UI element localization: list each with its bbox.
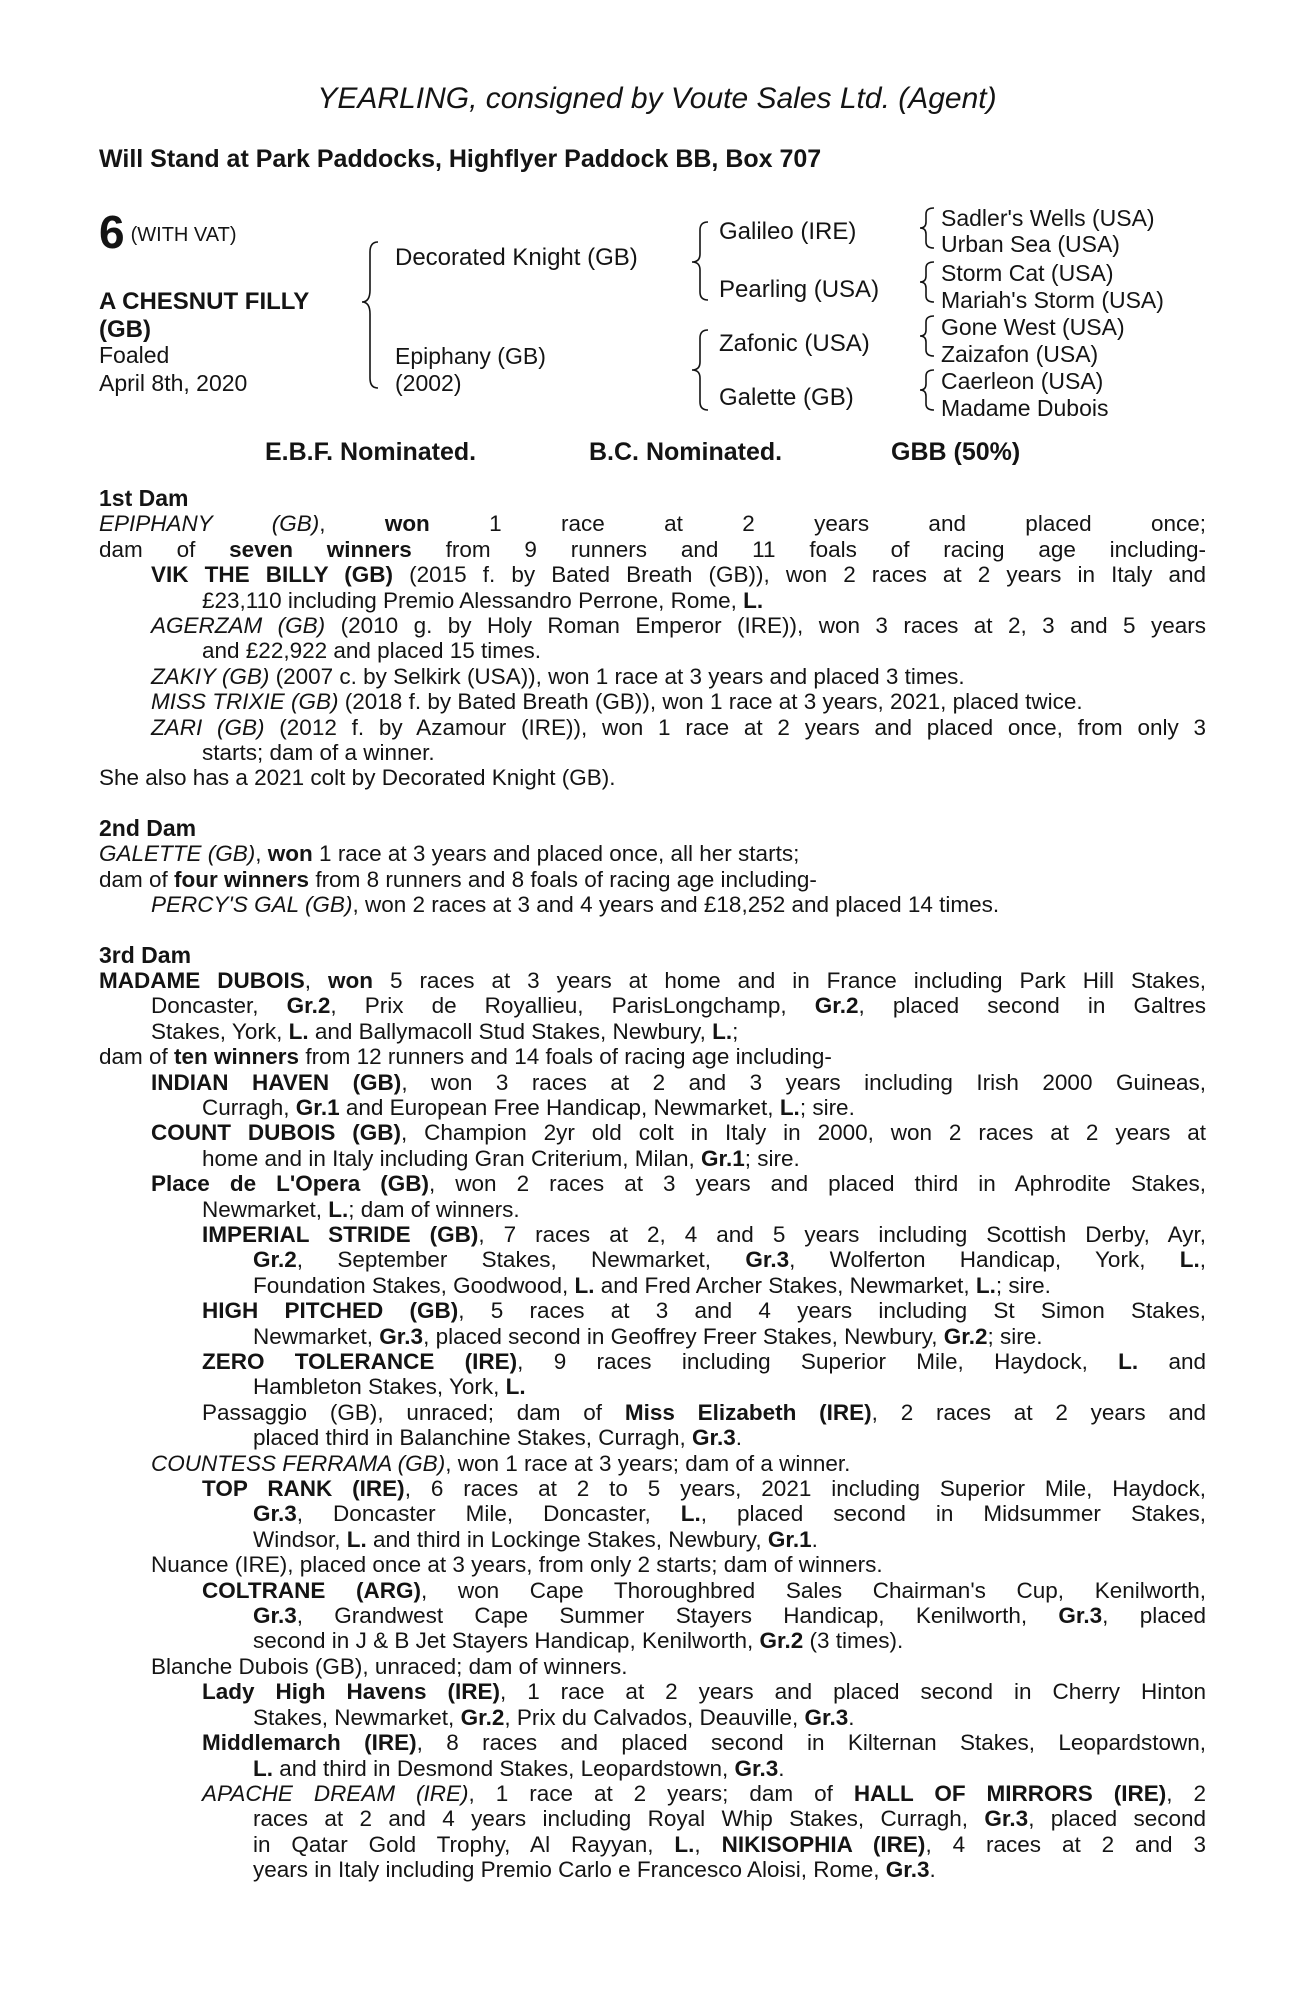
produce-line	[99, 1247, 1206, 1272]
second-dam-heading: 2nd Dam	[99, 814, 197, 841]
text-run: .	[929, 1857, 936, 1883]
text-run: , placed second in Geoffrey Freer Stakes, Newbury,	[423, 1323, 944, 1349]
produce-summary	[99, 537, 1206, 562]
bold-text: ZERO TOLERANCE (IRE)	[202, 1349, 518, 1374]
bold-text: Gr.3	[984, 1806, 1029, 1832]
italic-text: MISS TRIXIE (GB)	[151, 689, 339, 715]
pedigree-dam-sire: Zafonic (USA)	[719, 330, 870, 357]
produce-line	[99, 1781, 1206, 1806]
italic-text: AGERZAM (GB)	[151, 613, 326, 639]
text-run: ,	[694, 1831, 722, 1857]
bold-text: L.	[779, 1094, 800, 1120]
text-run: .	[735, 1425, 743, 1451]
text-run: (2012 f. by Azamour (IRE)), won 1 race at 2 years and placed once, from only 3	[264, 714, 1207, 740]
pedigree-dam	[395, 343, 546, 397]
foaled-value: April 8th, 2020	[99, 370, 248, 396]
produce-summary	[99, 1044, 1206, 1069]
text-run: ; sire.	[799, 1094, 855, 1120]
text-run: 1 race at 2 years and placed once;	[429, 511, 1206, 537]
text-run: and European Free Handicap, Newmarket,	[339, 1094, 780, 1120]
produce-line	[99, 1603, 1206, 1628]
catalogue-body	[99, 486, 1206, 1883]
text-run: ,	[319, 511, 385, 537]
bold-text: Gr.2	[759, 1628, 804, 1654]
text-run: (2018 f. by Bated Breath (GB)), won 1 race at 3 years, 2021, placed twice.	[338, 689, 1083, 715]
text-run: dam of	[99, 536, 230, 562]
text-run: races at 2 and 4 years including Royal Whip Stakes, Curragh,	[253, 1806, 985, 1832]
bold-text: HIGH PITCHED (GB)	[202, 1298, 459, 1324]
pedigree-gg-6: Zaizafon (USA)	[941, 341, 1099, 367]
text-run: (2010 g. by Holy Roman Emperor (IRE)), won 3 races at 2, 3 and 5 years	[325, 613, 1206, 639]
produce-line	[99, 892, 1206, 917]
text-run: , 4 races at 2 and 3	[925, 1831, 1206, 1857]
produce-line	[99, 1374, 1206, 1399]
bold-text: L.	[288, 1018, 309, 1044]
text-run: , 8 races and placed second in Kilternan Stakes, Leopardstown,	[416, 1730, 1206, 1756]
dam-line	[99, 511, 1206, 536]
italic-text: ZAKIY (GB)	[151, 663, 270, 689]
text-run: , 2	[1166, 1780, 1206, 1806]
bold-text: L.	[1118, 1349, 1139, 1374]
bold-text: Gr.2	[943, 1323, 988, 1349]
text-run: and third in Lockinge Stakes, Newbury,	[366, 1526, 768, 1552]
produce-line	[99, 1705, 1206, 1730]
bold-text: L.	[743, 587, 764, 613]
produce-line	[99, 1070, 1206, 1095]
bold-text: Middlemarch (IRE)	[202, 1730, 417, 1756]
bold-text: Gr.3	[692, 1425, 736, 1451]
dam-name: Epiphany (GB)	[395, 343, 546, 369]
produce-line	[99, 715, 1206, 740]
pedigree-gg-2: Urban Sea (USA)	[941, 231, 1120, 257]
produce-line	[99, 1451, 1206, 1476]
gbb-nomination: GBB (50%)	[891, 438, 1021, 466]
text-run: ; dam of winners.	[348, 1196, 520, 1222]
bold-text: VIK THE BILLY (GB)	[151, 562, 394, 588]
pedigree-gg-8: Madame Dubois	[941, 395, 1109, 421]
bold-text: Miss Elizabeth (IRE)	[624, 1399, 872, 1425]
stand-location: Will Stand at Park Paddocks, Highflyer Paddock BB, Box 707	[99, 145, 822, 173]
ebf-nomination: E.B.F. Nominated.	[265, 438, 477, 466]
text-run: and Ballymacoll Stud Stakes, Newbury,	[308, 1018, 713, 1044]
bold-text: Gr.3	[734, 1755, 779, 1781]
produce-line	[99, 1476, 1206, 1501]
text-run: from 8 runners and 8 foals of racing age including-	[309, 866, 817, 892]
bold-text: L.	[680, 1501, 701, 1527]
text-run: Newmarket,	[253, 1323, 380, 1349]
dam-line	[99, 968, 1206, 993]
text-run: Curragh,	[202, 1094, 296, 1120]
bold-text: COLTRANE (ARG)	[202, 1577, 421, 1603]
brace-gg4	[920, 370, 934, 410]
text-run: , 9 races including Superior Mile, Haydock,	[517, 1349, 1119, 1374]
bold-text: TOP RANK (IRE)	[202, 1476, 405, 1502]
bold-text: Gr.3	[379, 1323, 424, 1349]
pedigree-gg-5: Gone West (USA)	[941, 314, 1125, 340]
bold-text: L.	[328, 1196, 349, 1222]
text-run: placed third in Balanchine Stakes, Curragh,	[253, 1425, 693, 1451]
text-run: second in J & B Jet Stayers Handicap, Kenilworth,	[253, 1628, 760, 1654]
text-run: , won 2 races at 3 and 4 years and £18,252 and placed 14 times.	[352, 892, 1000, 918]
brace-dam	[692, 330, 708, 410]
produce-line	[99, 1298, 1206, 1323]
dam-line	[99, 1019, 1206, 1044]
text-run: , Doncaster Mile, Doncaster,	[296, 1501, 681, 1527]
produce-line	[99, 1425, 1206, 1450]
text-run: .	[778, 1755, 785, 1781]
bold-text: L.	[712, 1018, 733, 1044]
produce-line	[99, 1197, 1206, 1222]
text-run: dam of	[99, 1044, 175, 1070]
text-run: .	[848, 1704, 855, 1730]
text-run: , won Cape Thoroughbred Sales Chairman's Cup, Kenilworth,	[420, 1577, 1206, 1603]
horse-origin: (GB)	[99, 316, 151, 343]
text-run: and Fred Archer Stakes, Newmarket,	[594, 1272, 976, 1298]
bold-text: four winners	[174, 866, 310, 892]
bold-text: Lady High Havens (IRE)	[202, 1679, 500, 1705]
text-run: and	[1138, 1349, 1206, 1374]
text-run: , Prix du Calvados, Deauville,	[504, 1704, 805, 1730]
foaled-label: Foaled	[99, 342, 170, 368]
produce-line	[99, 1146, 1206, 1171]
pedigree-gg-1: Sadler's Wells (USA)	[941, 205, 1155, 231]
dam-line	[99, 841, 1206, 866]
text-run: 1 race at 3 years and placed once, all her starts;	[312, 841, 800, 867]
produce-summary	[99, 867, 1206, 892]
text-run: ,	[1199, 1247, 1206, 1273]
italic-text: COUNTESS FERRAMA (GB)	[151, 1450, 446, 1476]
produce-line	[99, 1832, 1206, 1857]
italic-text: ZARI (GB)	[151, 714, 265, 740]
text-run: , 1 race at 2 years; dam of	[468, 1780, 854, 1806]
produce-line	[99, 1730, 1206, 1755]
bold-text: L.	[574, 1272, 595, 1298]
produce-line: Blanche Dubois (GB), unraced; dam of winners.	[151, 1653, 628, 1679]
bold-text: L.	[975, 1272, 996, 1298]
text-run: home and in Italy including Gran Criterium, Milan,	[202, 1145, 701, 1171]
bold-text: Gr.3	[253, 1603, 297, 1629]
horse-sex: A CHESNUT FILLY	[99, 288, 310, 315]
bold-text: L.	[346, 1526, 367, 1552]
text-run: ; sire.	[995, 1272, 1051, 1298]
produce-line: starts; dam of a winner.	[202, 740, 435, 766]
bold-text: won	[267, 841, 313, 867]
bold-text: MADAME DUBOIS	[99, 967, 305, 993]
bold-text: L.	[253, 1755, 273, 1781]
bold-text: Gr.3	[885, 1857, 930, 1883]
lot-number: 6	[99, 206, 125, 258]
produce-line	[99, 1578, 1206, 1603]
text-run: 5 races at 3 years at home and in France including Park Hill Stakes,	[372, 967, 1206, 993]
bold-text: INDIAN HAVEN (GB)	[151, 1069, 402, 1095]
text-run: in Qatar Gold Trophy, Al Rayyan,	[253, 1831, 675, 1857]
produce-line	[99, 613, 1206, 638]
produce-line	[99, 1222, 1206, 1247]
text-run: (2007 c. by Selkirk (USA)), won 1 race at 3 years and placed 3 times.	[269, 663, 965, 689]
produce-line: and £22,922 and placed 15 times.	[202, 638, 542, 664]
produce-line	[99, 1628, 1206, 1653]
text-run: , 5 races at 3 and 4 years including St Simon Stakes,	[458, 1298, 1206, 1324]
text-run: , 1 race at 2 years and placed second in Cherry Hinton	[499, 1679, 1206, 1705]
text-run: Foundation Stakes, Goodwood,	[253, 1272, 575, 1298]
bold-text: L.	[505, 1374, 526, 1400]
bold-text: Gr.1	[767, 1526, 812, 1552]
produce-line	[99, 562, 1206, 587]
produce-line	[99, 1324, 1206, 1349]
bold-text: L.	[674, 1831, 695, 1857]
italic-text: EPIPHANY (GB)	[99, 511, 320, 537]
pedigree-sire-dam: Pearling (USA)	[719, 276, 880, 303]
text-run: years in Italy including Premio Carlo e Francesco Aloisi, Rome,	[253, 1857, 886, 1883]
bold-text: HALL OF MIRRORS (IRE)	[853, 1780, 1167, 1806]
produce-line: She also has a 2021 colt by Decorated Knight (GB).	[99, 765, 616, 791]
text-run: , won 3 races at 2 and 3 years including Irish 2000 Guineas,	[401, 1069, 1207, 1095]
text-run: from 9 runners and 11 foals of racing age including-	[411, 536, 1206, 562]
text-run: ;	[732, 1018, 739, 1044]
bold-text: won	[327, 967, 373, 993]
text-run: ; sire.	[744, 1145, 800, 1171]
text-run: Passaggio (GB), unraced; dam of	[202, 1399, 625, 1425]
brace-sire	[692, 222, 708, 300]
italic-text: APACHE DREAM (IRE)	[202, 1780, 469, 1806]
text-run: , placed second	[1028, 1806, 1206, 1832]
produce-line	[99, 1273, 1206, 1298]
text-run: dam of	[99, 866, 175, 892]
bold-text: Gr.3	[804, 1704, 849, 1730]
bold-text: won	[384, 511, 430, 537]
text-run: , September Stakes, Newmarket,	[296, 1247, 746, 1273]
produce-line	[99, 1527, 1206, 1552]
produce-line	[99, 1501, 1206, 1526]
text-run: ; sire.	[987, 1323, 1043, 1349]
text-run: ,	[255, 841, 268, 867]
text-run: Hambleton Stakes, York,	[253, 1374, 506, 1400]
text-run: , placed second in Midsummer Stakes,	[700, 1501, 1206, 1527]
consignor-heading: YEARLING, consigned by Voute Sales Ltd. (Agent)	[317, 82, 997, 115]
text-run: Stakes, York,	[151, 1018, 289, 1044]
brace-gg1	[920, 208, 934, 248]
produce-line	[99, 588, 1206, 613]
produce-line	[99, 1095, 1206, 1120]
text-run: , won 2 races at 3 years and placed third in Aphrodite Stakes,	[429, 1171, 1206, 1197]
text-run: , won 1 race at 3 years; dam of a winner.	[445, 1450, 851, 1476]
bold-text: Gr.2	[286, 993, 331, 1019]
produce-line	[99, 1349, 1206, 1374]
pedigree-gg-7: Caerleon (USA)	[941, 368, 1104, 394]
text-run: .	[811, 1526, 818, 1552]
produce-line	[99, 1679, 1206, 1704]
text-run: , Grandwest Cape Summer Stayers Handicap, Kenilworth,	[296, 1603, 1059, 1629]
dam-line	[99, 993, 1206, 1018]
first-dam-heading: 1st Dam	[99, 485, 189, 511]
bold-text: Gr.2	[253, 1247, 297, 1273]
brace-gg2	[920, 262, 934, 302]
text-run: Windsor,	[253, 1526, 347, 1552]
text-run: and third in Desmond Stakes, Leopardstown,	[273, 1755, 735, 1781]
bold-text: Gr.1	[700, 1145, 745, 1171]
bold-text: ten winners	[174, 1044, 300, 1070]
produce-line	[99, 1400, 1206, 1425]
text-run: , Champion 2yr old colt in Italy in 2000, won 2 races at 2 years at	[401, 1120, 1206, 1146]
bold-text: IMPERIAL STRIDE (GB)	[202, 1221, 479, 1247]
produce-line	[99, 1171, 1206, 1196]
text-run: (2015 f. by Bated Breath (GB)), won 2 races at 2 years in Italy and	[393, 562, 1206, 588]
text-run: Stakes, Newmarket,	[253, 1704, 461, 1730]
bold-text: Gr.2	[814, 993, 859, 1019]
pedigree-gg-3: Storm Cat (USA)	[941, 260, 1114, 286]
produce-line	[99, 1857, 1206, 1882]
bold-text: Gr.3	[253, 1501, 297, 1527]
bold-text: Gr.1	[295, 1094, 340, 1120]
third-dam-heading: 3rd Dam	[99, 941, 192, 968]
bold-text: Gr.3	[745, 1247, 790, 1273]
pedigree-sire-sire: Galileo (IRE)	[719, 218, 857, 245]
brace-gg3	[920, 316, 934, 356]
bold-text: L.	[1179, 1247, 1200, 1273]
text-run: from 12 runners and 14 foals of racing age including-	[299, 1044, 832, 1070]
text-run: , placed	[1102, 1603, 1206, 1629]
text-run: , Wolferton Handicap, York,	[789, 1247, 1180, 1273]
bold-text: NIKISOPHIA (IRE)	[721, 1831, 926, 1857]
produce-line	[99, 689, 1206, 714]
pedigree-sire: Decorated Knight (GB)	[395, 244, 638, 271]
bold-text: Gr.3	[1058, 1603, 1103, 1629]
text-run: £23,110 including Premio Alessandro Perrone, Rome,	[202, 587, 744, 613]
produce-line: Nuance (IRE), placed once at 3 years, from only 2 starts; dam of winners.	[151, 1552, 883, 1578]
text-run: Doncaster,	[151, 993, 287, 1019]
produce-line	[99, 1806, 1206, 1831]
brace-main	[362, 242, 378, 388]
text-run: , 6 races at 2 to 5 years, 2021 including Superior Mile, Haydock,	[404, 1476, 1206, 1502]
text-run: ,	[304, 967, 328, 993]
bold-text: seven winners	[229, 536, 412, 562]
bold-text: Gr.2	[460, 1704, 505, 1730]
italic-text: GALETTE (GB)	[99, 841, 256, 867]
text-run: , Prix de Royallieu, ParisLongchamp,	[330, 993, 815, 1019]
produce-line	[99, 1120, 1206, 1145]
vat-label: (WITH VAT)	[130, 224, 237, 246]
pedigree-dam-dam: Galette (GB)	[719, 384, 854, 411]
text-run: , 2 races at 2 years and	[871, 1399, 1206, 1425]
dam-year: (2002)	[395, 370, 462, 396]
bc-nomination: B.C. Nominated.	[589, 438, 783, 466]
italic-text: PERCY'S GAL (GB)	[151, 892, 353, 918]
text-run: , placed second in Galtres	[858, 993, 1206, 1019]
pedigree-gg-4: Mariah's Storm (USA)	[941, 287, 1164, 313]
produce-line	[99, 664, 1206, 689]
text-run: Newmarket,	[202, 1196, 329, 1222]
text-run: , 7 races at 2, 4 and 5 years including Scottish Derby, Ayr,	[478, 1221, 1206, 1247]
produce-line	[99, 1756, 1206, 1781]
text-run: (3 times).	[803, 1628, 904, 1654]
bold-text: COUNT DUBOIS (GB)	[151, 1120, 402, 1146]
bold-text: Place de L'Opera (GB)	[151, 1171, 430, 1197]
